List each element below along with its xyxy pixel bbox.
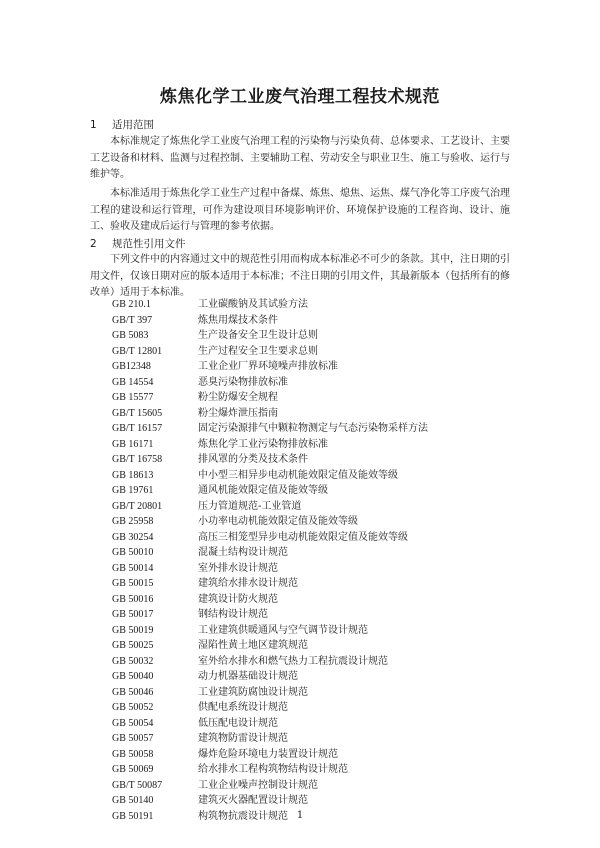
reference-name: 工业企业厂界环境噪声排放标准 xyxy=(198,361,338,372)
reference-name: 中小型三相异步电动机能效限定值及能效等级 xyxy=(198,469,398,481)
reference-item xyxy=(112,545,512,561)
reference-name: 建筑设计防火规范 xyxy=(198,593,278,605)
reference-item xyxy=(112,359,512,375)
reference-name: 粉尘防爆安全规程 xyxy=(198,392,278,403)
reference-code: GB 14554 xyxy=(112,376,154,388)
reference-item xyxy=(112,576,512,592)
reference-code: GB 50032 xyxy=(112,655,154,667)
reference-item xyxy=(112,793,512,809)
reference-code: GB 50010 xyxy=(112,547,154,558)
reference-item xyxy=(112,375,512,391)
reference-item xyxy=(112,731,512,747)
reference-code: GB 18613 xyxy=(112,469,154,481)
reference-name: 混凝土结构设计规范 xyxy=(198,547,288,558)
reference-item xyxy=(112,607,512,623)
reference-code: GB 30254 xyxy=(112,531,154,543)
reference-name: 室外给水排水和燃气热力工程抗震设计规范 xyxy=(198,655,388,667)
reference-name: 生产过程安全卫生要求总则 xyxy=(198,345,318,357)
reference-code: GB 50052 xyxy=(112,702,154,713)
reference-item xyxy=(112,499,512,515)
reference-name: 生产设备安全卫生设计总则 xyxy=(198,330,318,341)
reference-code: GB 50069 xyxy=(112,764,154,775)
reference-name: 供配电系统设计规范 xyxy=(198,702,288,713)
reference-name: 给水排水工程构筑物结构设计规范 xyxy=(198,764,348,775)
reference-name: 建筑灭火器配置设计规范 xyxy=(198,795,308,806)
reference-name: 室外排水设计规范 xyxy=(198,562,278,574)
reference-code: GB/T 16758 xyxy=(112,454,163,465)
reference-code: GB 50019 xyxy=(112,624,154,636)
reference-code: GB/T 15605 xyxy=(112,407,163,419)
page-number: 1 xyxy=(296,810,304,821)
reference-code: GB/T 397 xyxy=(112,314,153,326)
reference-item xyxy=(112,685,512,701)
reference-item xyxy=(112,530,512,546)
reference-code: GB 210.1 xyxy=(112,299,151,310)
reference-item xyxy=(112,390,512,406)
reference-code: GB 50140 xyxy=(112,795,154,806)
reference-code: GB 50040 xyxy=(112,671,154,682)
reference-item xyxy=(112,654,512,670)
reference-code: GB 16171 xyxy=(112,438,154,450)
reference-code: GB 50054 xyxy=(112,717,154,729)
reference-name: 低压配电设计规范 xyxy=(198,717,278,729)
reference-code: GB 19761 xyxy=(112,485,154,496)
reference-list xyxy=(112,297,512,824)
section-2-paragraph-1: 下列文件中的内容通过文中的规范性引用而构成本标准必不可少的条款。其中，注日期的引用文件，仅该日期对应的版本适用于本标准；不注日期的引用文件，其最新版本（包括所有的修改单）适用于本标准。 xyxy=(90,254,510,298)
reference-code: GB/T 20801 xyxy=(112,500,163,512)
reference-item xyxy=(112,623,512,639)
section-2-heading xyxy=(90,236,186,251)
reference-name: 排风罩的分类及技术条件 xyxy=(198,454,308,465)
document-title: 炼焦化学工业废气治理工程技术规范 xyxy=(160,87,440,107)
reference-item xyxy=(112,669,512,685)
section-1-heading xyxy=(90,117,154,132)
reference-name: 钢结构设计规范 xyxy=(198,609,268,620)
reference-code: GB 50015 xyxy=(112,578,154,589)
section-1-paragraph-1: 本标准规定了炼焦化学工业废气治理工程的污染物与污染负荷、总体要求、工艺设计、主要工艺设备和材料、监测与过程控制、主要辅助工程、劳动安全与职业卫生、施工与验收、运行与维护等。 xyxy=(90,136,510,180)
reference-name: 炼焦化学工业污染物排放标准 xyxy=(198,438,328,450)
reference-item xyxy=(112,437,512,453)
reference-name: 工业企业噪声控制设计规范 xyxy=(198,779,318,791)
reference-code: GB 5083 xyxy=(112,330,149,341)
reference-name: 工业建筑防腐蚀设计规范 xyxy=(198,686,308,698)
reference-name: 建筑给水排水设计规范 xyxy=(198,578,298,589)
reference-item xyxy=(112,421,512,437)
reference-name: 建筑物防雷设计规范 xyxy=(198,733,288,744)
reference-name: 固定污染源排气中颗粒物测定与气态污染物采样方法 xyxy=(198,423,428,434)
reference-code: GB 50046 xyxy=(112,686,154,698)
reference-item xyxy=(112,514,512,530)
reference-name: 恶臭污染物排放标准 xyxy=(198,376,288,388)
reference-item xyxy=(112,344,512,360)
section-1-paragraph-2: 本标准适用于炼焦化学工业生产过程中备煤、炼焦、熄焦、运焦、煤气净化等工序废气治理工程的建设和运行管理，可作为建设项目环境影响评价、环境保护设施的工程咨询、设计、施工、验收及建成后运行与管理的参考依据。 xyxy=(90,188,510,232)
reference-code: GB 50017 xyxy=(112,609,154,620)
reference-item xyxy=(112,561,512,577)
section-2-number: 2 xyxy=(90,238,97,250)
section-1-number: 1 xyxy=(90,119,97,131)
reference-item xyxy=(112,297,512,313)
reference-item xyxy=(112,468,512,484)
reference-code: GB12348 xyxy=(112,361,151,372)
reference-name: 小功率电动机能效限定值及能效等级 xyxy=(198,516,358,527)
reference-item xyxy=(112,592,512,608)
reference-name: 工业建筑供暖通风与空气调节设计规范 xyxy=(198,624,368,636)
reference-code: GB 50057 xyxy=(112,733,154,744)
reference-item xyxy=(112,716,512,732)
reference-name: 爆炸危险环境电力装置设计规范 xyxy=(198,748,338,760)
reference-code: GB 50191 xyxy=(112,810,154,822)
reference-code: GB 50025 xyxy=(112,640,154,651)
reference-name: 通风机能效限定值及能效等级 xyxy=(198,485,328,496)
reference-item xyxy=(112,638,512,654)
reference-item xyxy=(112,313,512,329)
reference-item xyxy=(112,328,512,344)
reference-name: 粉尘爆炸泄压指南 xyxy=(198,407,278,419)
reference-code: GB 15577 xyxy=(112,392,154,403)
reference-name: 工业碳酸钠及其试验方法 xyxy=(198,299,308,310)
reference-name: 压力管道规范-工业管道 xyxy=(198,500,302,512)
reference-name: 构筑物抗震设计规范 xyxy=(198,810,288,822)
reference-item xyxy=(112,762,512,778)
reference-name: 炼焦用煤技术条件 xyxy=(198,314,278,326)
reference-code: GB 25958 xyxy=(112,516,154,527)
reference-code: GB 50058 xyxy=(112,748,154,760)
reference-item xyxy=(112,452,512,468)
reference-code: GB 50016 xyxy=(112,593,154,605)
reference-name: 高压三相笼型异步电动机能效限定值及能效等级 xyxy=(198,531,408,543)
section-1-title: 适用范围 xyxy=(112,119,154,131)
reference-item xyxy=(112,406,512,422)
section-2-title: 规范性引用文件 xyxy=(112,238,186,250)
reference-code: GB/T 50087 xyxy=(112,779,163,791)
reference-name: 动力机器基础设计规范 xyxy=(198,671,298,682)
reference-item xyxy=(112,483,512,499)
reference-code: GB 50014 xyxy=(112,562,154,574)
reference-code: GB/T 16157 xyxy=(112,423,163,434)
reference-item xyxy=(112,700,512,716)
reference-code: GB/T 12801 xyxy=(112,345,163,357)
reference-item xyxy=(112,778,512,794)
reference-name: 湿陷性黄土地区建筑规范 xyxy=(198,640,308,651)
reference-item xyxy=(112,747,512,763)
